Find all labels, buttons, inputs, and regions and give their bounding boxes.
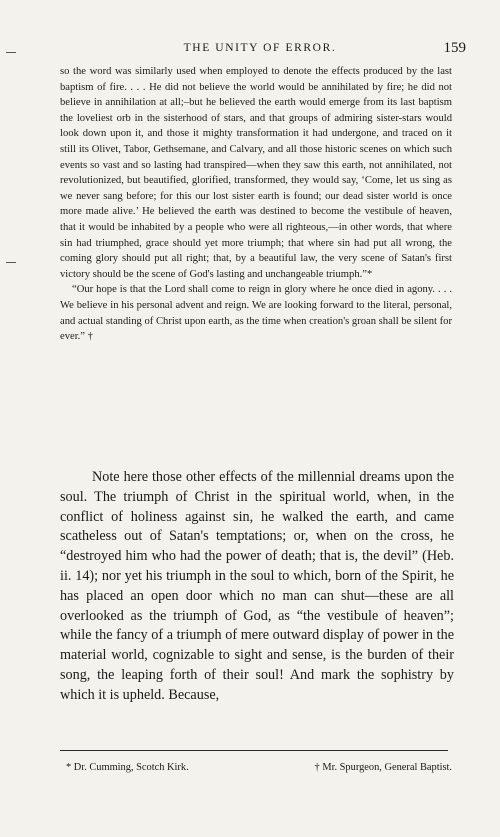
- body-paragraph: Note here those other effects of the millennial dreams upon the soul. The triumph of Christ in the spiritual world, when, in the conflict of holiness against sin, he walked the earth, and came scatheless out of Satan's temptations; or, when on the cross, he “destroyed him who had the power of death; that is, the devil” (Heb. ii. 14); nor yet his triumph in the soul to which, born of the Spirit, he has placed an open door which no man can shut—these are all overlooked as the triumph of God, as “the vestibule of heaven”; while the fancy of a triumph of mere outward display of power in the material world, cognizable to sight and sense, is the burden of their song, the leaping forth of their soul! And mark the sophistry by which it is upheld. Because,: [60, 469, 454, 703]
- margin-mark: [6, 262, 16, 263]
- page-number: 159: [443, 40, 466, 56]
- running-title: THE UNITY OF ERROR.: [183, 42, 337, 54]
- body-text: [60, 468, 454, 706]
- footnote-spurgeon: † Mr. Spurgeon, General Baptist.: [314, 762, 452, 773]
- block-quote: [60, 64, 452, 345]
- margin-mark: [6, 52, 16, 53]
- quote-paragraph: “Our hope is that the Lord shall come to reign in glory where he once died in agony. . . . We believe in his personal advent and reign. We are looking forward to the literal, personal, and actual standing of Christ upon earth, as the time when creation's groan shall be silent for ever.” †: [60, 284, 452, 343]
- footnotes: [60, 762, 452, 773]
- quote-paragraph: so the word was similarly used when employed to denote the effects produced by the last baptism of fire. . . . He did not believe the world would be annihilated by fire; he did not believe in annihilation at all;–but he believed the earth would emerge from its last baptism the loveliest orb in the sisterhood of stars, and that groups of admiring sister-stars would look down upon it, and those it mighty transformation it had undergone, and traced on it still its Olivet, Tabor, Gethsemane, and Calvary, and all those historic scenes on which such events so vast and so lasting had transpired—when they saw this earth, not annihilated, not revolutionized, but beautified, glorified, transformed, they would say, ‘Come, let us sing as we never sang before; for this our lost sister earth is found; our dead sister world is once more made alive.’ He believed the earth was destined to become the vestibule of heaven, that it would be inhabited by a people who were all righteous,—in other words, that where sin had triumphed, grace should yet more triumph; that where sin had put all wrong, the coming glory should put all right; that, by a beautiful law, the very scene of Satan's first victory should be the scene of God's lasting and unchangeable triumph.”*: [60, 66, 452, 280]
- page-header: [60, 40, 466, 60]
- footnote-cumming: * Dr. Cumming, Scotch Kirk.: [66, 762, 189, 773]
- footnote-rule: [60, 750, 448, 751]
